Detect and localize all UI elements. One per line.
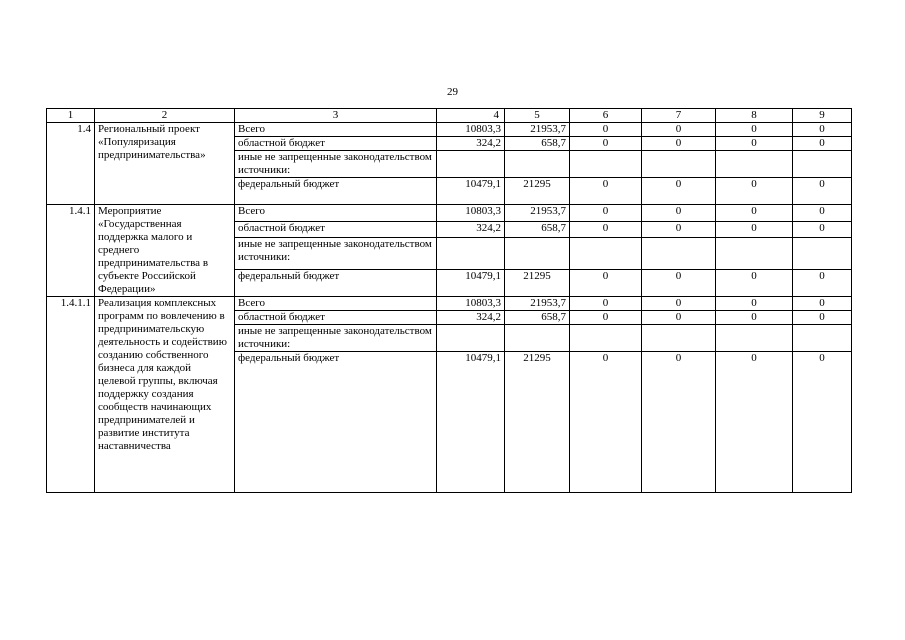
- header-cell: 2: [95, 109, 235, 123]
- value-cell: 10803,3: [437, 297, 505, 311]
- header-cell: 8: [716, 109, 793, 123]
- value-cell: 0: [570, 297, 642, 311]
- value-cell: 0: [642, 352, 716, 493]
- funding-source-label: иные не запрещенные законодательством источники:: [235, 151, 437, 178]
- value-cell: 0: [716, 270, 793, 297]
- value-cell: 658,7: [505, 137, 570, 151]
- header-cell: 3: [235, 109, 437, 123]
- value-cell: 0: [570, 311, 642, 325]
- value-cell: 21953,7: [505, 297, 570, 311]
- value-cell: 0: [570, 178, 642, 205]
- value-cell: 0: [793, 123, 852, 137]
- value-cell: 0: [716, 352, 793, 493]
- value-cell: 0: [570, 137, 642, 151]
- value-cell: [570, 238, 642, 270]
- value-cell: [505, 325, 570, 352]
- value-cell: 324,2: [437, 311, 505, 325]
- table-row: [47, 297, 852, 311]
- value-cell: 0: [793, 137, 852, 151]
- value-cell: 21295: [505, 178, 570, 205]
- value-cell: 10479,1: [437, 352, 505, 493]
- value-cell: [505, 238, 570, 270]
- funding-source-label: иные не запрещенные законодательством источники:: [235, 325, 437, 352]
- value-cell: 0: [793, 270, 852, 297]
- value-cell: [716, 151, 793, 178]
- value-cell: 21295: [505, 352, 570, 493]
- row-code: 1.4.1.1: [47, 297, 95, 493]
- funding-source-label: областной бюджет: [235, 221, 437, 238]
- value-cell: 0: [642, 311, 716, 325]
- table-row: [47, 123, 852, 137]
- value-cell: 21295: [505, 270, 570, 297]
- value-cell: 0: [642, 123, 716, 137]
- value-cell: 0: [716, 205, 793, 222]
- funding-source-label: областной бюджет: [235, 311, 437, 325]
- value-cell: [437, 238, 505, 270]
- value-cell: 0: [570, 352, 642, 493]
- value-cell: [642, 325, 716, 352]
- funding-source-label: иные не запрещенные законодательством источники:: [235, 238, 437, 270]
- header-cell: 1: [47, 109, 95, 123]
- row-title: Мероприятие «Государственная поддержка малого и среднего предпринимательства в субъекте Российской Федерации»: [95, 205, 235, 297]
- value-cell: 0: [793, 352, 852, 493]
- value-cell: [716, 325, 793, 352]
- value-cell: 21953,7: [505, 123, 570, 137]
- value-cell: [793, 238, 852, 270]
- value-cell: 10479,1: [437, 270, 505, 297]
- value-cell: 0: [570, 270, 642, 297]
- funding-source-label: федеральный бюджет: [235, 352, 437, 493]
- value-cell: 324,2: [437, 137, 505, 151]
- value-cell: 0: [642, 297, 716, 311]
- value-cell: 0: [642, 137, 716, 151]
- value-cell: 0: [716, 311, 793, 325]
- value-cell: [437, 151, 505, 178]
- value-cell: 0: [642, 270, 716, 297]
- funding-source-label: федеральный бюджет: [235, 178, 437, 205]
- value-cell: 0: [570, 123, 642, 137]
- value-cell: 0: [793, 297, 852, 311]
- header-cell: 7: [642, 109, 716, 123]
- value-cell: 0: [642, 178, 716, 205]
- header-cell: 5: [505, 109, 570, 123]
- value-cell: 21953,7: [505, 205, 570, 222]
- table-row: [47, 205, 852, 222]
- value-cell: [716, 238, 793, 270]
- value-cell: [437, 325, 505, 352]
- header-cell: 9: [793, 109, 852, 123]
- funding-source-label: Всего: [235, 123, 437, 137]
- table-body: [47, 109, 852, 493]
- funding-source-label: Всего: [235, 205, 437, 222]
- value-cell: 0: [642, 221, 716, 238]
- value-cell: 10803,3: [437, 123, 505, 137]
- value-cell: 0: [642, 205, 716, 222]
- value-cell: 0: [793, 178, 852, 205]
- value-cell: 0: [793, 311, 852, 325]
- header-cell: 6: [570, 109, 642, 123]
- funding-source-label: Всего: [235, 297, 437, 311]
- value-cell: 0: [716, 137, 793, 151]
- value-cell: 0: [716, 123, 793, 137]
- value-cell: 0: [716, 221, 793, 238]
- budget-table: [46, 108, 852, 493]
- value-cell: 324,2: [437, 221, 505, 238]
- row-code: 1.4.1: [47, 205, 95, 297]
- value-cell: 10803,3: [437, 205, 505, 222]
- value-cell: 10479,1: [437, 178, 505, 205]
- row-title: Региональный проект «Популяризация предпринимательства»: [95, 123, 235, 205]
- funding-source-label: областной бюджет: [235, 137, 437, 151]
- value-cell: 0: [716, 178, 793, 205]
- value-cell: [793, 325, 852, 352]
- value-cell: [505, 151, 570, 178]
- value-cell: [642, 238, 716, 270]
- value-cell: [793, 151, 852, 178]
- row-code: 1.4: [47, 123, 95, 205]
- value-cell: [570, 151, 642, 178]
- value-cell: 0: [793, 205, 852, 222]
- value-cell: 0: [716, 297, 793, 311]
- value-cell: 0: [570, 205, 642, 222]
- value-cell: 0: [570, 221, 642, 238]
- page-number: 29: [447, 86, 458, 98]
- value-cell: [570, 325, 642, 352]
- funding-source-label: федеральный бюджет: [235, 270, 437, 297]
- value-cell: 658,7: [505, 311, 570, 325]
- value-cell: 0: [793, 221, 852, 238]
- value-cell: 658,7: [505, 221, 570, 238]
- row-title: Реализация комплексных программ по вовлечению в предпринимательскую деятельность и содействию созданию собственного бизнеса для каждой целевой группы, включая поддержку создания сообществ начинающих предпринимателей и развитие института наставничества: [95, 297, 235, 493]
- header-cell: 4: [437, 109, 505, 123]
- header-row: [47, 109, 852, 123]
- value-cell: [642, 151, 716, 178]
